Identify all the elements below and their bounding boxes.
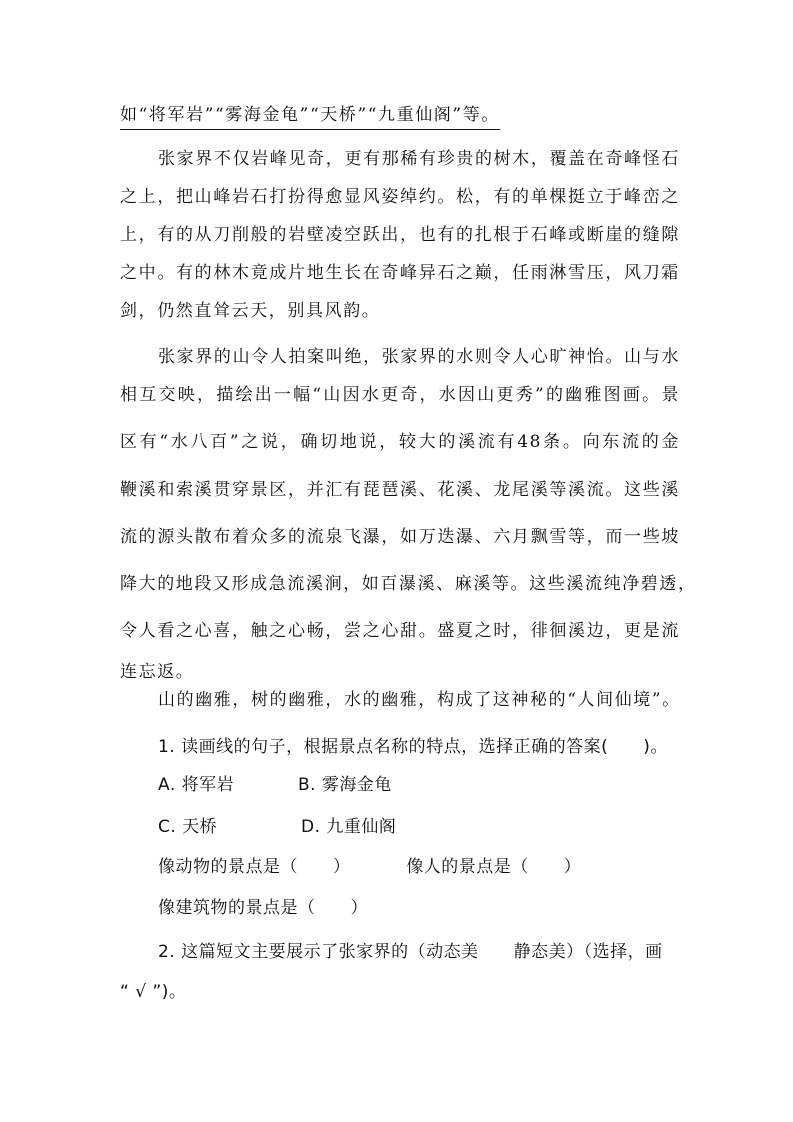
paragraph-2-line-2: 相互交映，描绘出一幅“山因水更奇，水因山更秀”的幽雅图画。景 [120, 385, 680, 405]
paragraph-1-line-2: 之上，把山峰岩石打扮得愈显风姿绰约。松，有的单棵挺立于峰峦之 [120, 187, 680, 207]
option-a[interactable]: A. 将军岩 [158, 775, 235, 795]
paragraph-1-line-4: 之中。有的林木竟成片地生长在奇峰异石之巅，任雨淋雪压，风刀霜 [120, 263, 680, 283]
question-1-options-row-1 [158, 773, 680, 797]
passage-continuation [120, 103, 680, 130]
blank-person[interactable]: 像人的景点是（ ） [406, 857, 582, 877]
option-b[interactable]: B. 雾海金龟 [297, 775, 392, 795]
question-1-blanks-row-2 [158, 896, 680, 920]
paragraph-1-line-1: 张家界不仅岩峰见奇，更有那稀有珍贵的树木，覆盖在奇峰怪石 [158, 149, 680, 169]
paragraph-2-line-3: 区有“水八百”之说，确切地说，较大的溪流有48条。向东流的金 [120, 432, 680, 452]
question-1-blanks-row-1 [158, 855, 680, 879]
paragraph-2-line-8: 连忘返。 [120, 662, 195, 682]
paragraph-2-line-6: 降大的地段又形成急流溪涧，如百瀑溪、麻溪等。这些溪流纯净碧透， [120, 574, 697, 594]
underlined-sentence: 如“将军岩”“雾海金龟”“天桥”“九重仙阁”等。 [120, 103, 500, 130]
paragraph-2-line-4: 鞭溪和索溪贯穿景区，并汇有琵琶溪、花溪、龙尾溪等溪流。这些溪 [120, 480, 680, 500]
paragraph-3-line-1: 山的幽雅，树的幽雅，水的幽雅，构成了这神秘的“人间仙境”。 [158, 690, 681, 710]
blank-animal[interactable]: 像动物的景点是（ ） [158, 857, 351, 877]
question-1-prompt: 1. 读画线的句子，根据景点名称的特点，选择正确的答案( )。 [158, 737, 668, 757]
paragraph-1-line-5: 剑，仍然直耸云天，别具风韵。 [120, 301, 381, 321]
question-1-options-row-2 [158, 815, 680, 839]
question-2-line-1: 2. 这篇短文主要展示了张家界的（动态美 静态美）（选择，画 [158, 942, 663, 962]
paragraph-1-line-3: 上，有的从刀削般的岩壁凌空跃出，也有的扎根于石峰或断崖的缝隙 [120, 225, 680, 245]
option-d[interactable]: D. 九重仙阁 [301, 817, 397, 837]
question-2-line-2: “ √ ”)。 [120, 982, 187, 1002]
blank-building[interactable]: 像建筑物的景点是（ ） [158, 898, 368, 918]
paragraph-2-line-5: 流的源头散布着众多的流泉飞瀑，如万迭瀑、六月飘雪等，而一些坡 [120, 527, 680, 547]
paragraph-2-line-7: 令人看之心喜，触之心畅，尝之心甜。盛夏之时，徘徊溪边，更是流 [120, 621, 680, 641]
option-c[interactable]: C. 天桥 [158, 817, 218, 837]
paragraph-2-line-1: 张家界的山令人拍案叫绝，张家界的水则令人心旷神怡。山与水 [158, 347, 680, 367]
